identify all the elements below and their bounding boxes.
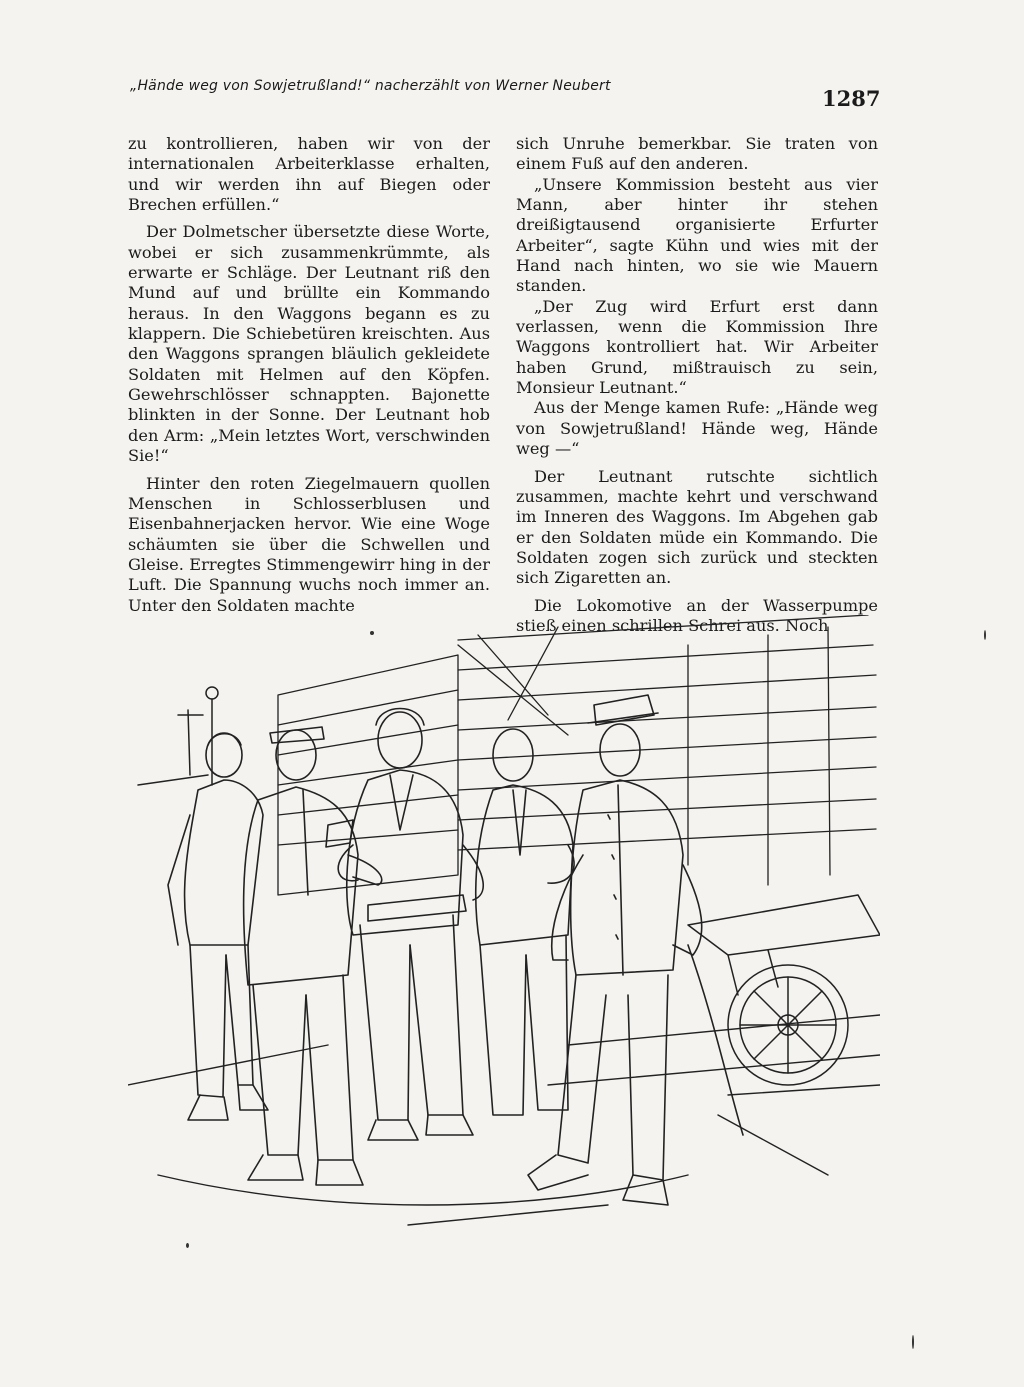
pen-illustration xyxy=(128,615,880,1255)
figure-man-suit xyxy=(476,729,574,1115)
page-number: 1287 xyxy=(822,86,881,111)
ink-speck xyxy=(912,1335,914,1349)
signal-post xyxy=(138,687,218,785)
paragraph: Hinter den roten Ziegelmauern quollen Menschen in Schlosserblusen und Eisenbahnerjacken hervor. Wie eine Woge schäumten sie über die Schwellen und Gleise. Erregtes Stimmengewirr hing in der Luft. Die Spannung wuchs noch immer an. Unter den Soldaten machte xyxy=(128,473,490,615)
paragraph: „Unsere Kommission besteht aus vier Mann, aber hinter ihr stehen dreißigtausend organisierte Erfurter Arbeiter“, sagte Kühn und wies mit der Hand nach hinten, wo sie wie Mauern standen. xyxy=(516,174,878,296)
figure-officer xyxy=(528,695,743,1205)
ink-speck xyxy=(186,1243,189,1248)
ink-speck xyxy=(370,631,374,635)
paragraph: zu kontrollieren, haben wir von der internationalen Arbeiterklasse erhalten, und wir werden ihn auf Biegen oder Brechen erfüllen.“ xyxy=(128,134,490,215)
paragraph: Aus der Menge kamen Rufe: „Hände weg von Sowjetrußland! Hände weg, Hände weg —“ xyxy=(516,398,878,459)
text-column-right xyxy=(516,134,878,636)
figure-worker-left xyxy=(168,733,268,1120)
wagon-planks xyxy=(278,615,876,895)
text-column-left xyxy=(128,134,490,616)
wagon-wheel xyxy=(688,895,880,1085)
running-title: „Hände weg von Sowjetrußland!“ nacherzählt von Werner Neubert xyxy=(130,78,611,94)
paragraph: Die Lokomotive an der Wasserpumpe stieß einen schrillen Schrei aus. Noch xyxy=(516,595,878,635)
paragraph: sich Unruhe bemerkbar. Sie traten von einem Fuß auf den anderen. xyxy=(516,134,878,174)
paragraph: „Der Zug wird Erfurt erst dann verlassen, wenn die Kommission Ihre Waggons kontrolliert hat. Wir Arbeiter haben Grund, mißtrauisch zu sein, Monsieur Leutnant.“ xyxy=(516,296,878,398)
paragraph: Der Leutnant rutschte sichtlich zusammen, machte kehrt und verschwand im Inneren des Waggons. Im Abgehen gab er den Soldaten müde ein Kommando. Die Soldaten zogen sich zurück und steckten sich Zigaretten an. xyxy=(516,466,878,588)
ink-speck xyxy=(984,630,986,640)
paragraph: Der Dolmetscher übersetzte diese Worte, wobei er sich zusammenkrümmte, als erwarte er Schläge. Der Leutnant riß den Mund auf und brüllte ein Kommando heraus. In den Waggons begann es zu klappern. Die Schiebetüren kreischten. Aus den Waggons sprangen bläulich gekleidete Soldaten mit Helmen auf den Köpfen. Gewehrschlösser schnappten. Bajonette blinkten in der Sonne. Der Leutnant hob den Arm: „Mein letztes Wort, verschwinden Sie!“ xyxy=(128,222,490,466)
